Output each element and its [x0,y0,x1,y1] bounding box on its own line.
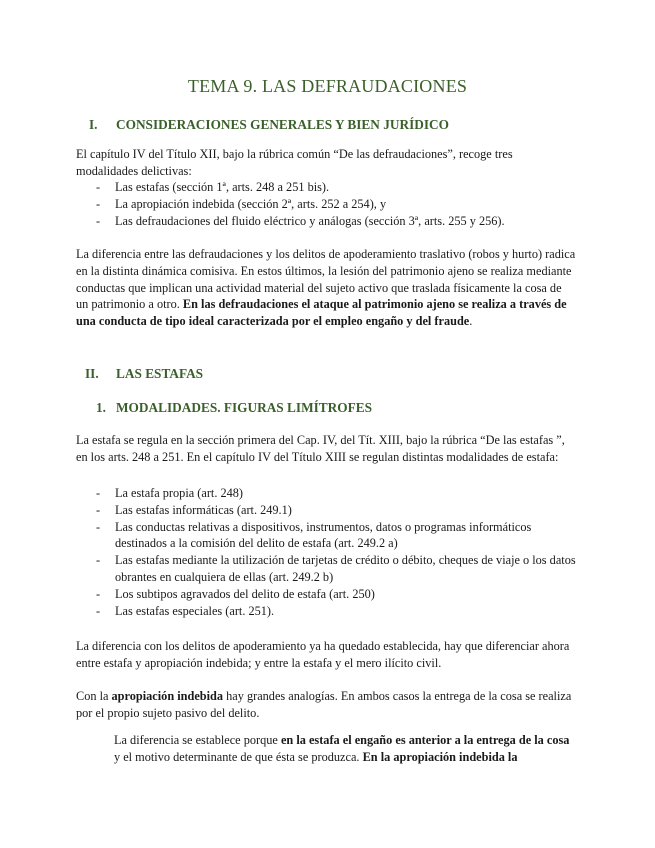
list-item: - Las estafas mediante la utilización de tarjetas de crédito o débito, cheques de viaje o los datos obrantes en cualquiera de ellas (art. 249.2 b) [96,553,576,584]
section-number: I. [89,117,98,132]
subsection-heading-modalidades [96,400,372,416]
bold-emphasis: En las defraudaciones el ataque al patrimonio ajeno se realiza a través de una conducta de tipo ideal caracterizada por el empleo engaño y del fraude [76,297,567,329]
bold-emphasis: en la estafa el engaño es anterior a la entrega de la cosa [280,733,570,747]
section2-apropiacion-paragraph: Con la apropiación indebida hay grandes analogías. En ambos casos la entrega de la cosa se realiza por el propio sujeto pasivo del delito. [76,689,572,720]
list-item: - La estafa propia (art. 248) [96,486,244,500]
section-heading-text: LAS ESTAFAS [116,366,204,381]
section1-modalities-list [76,179,576,229]
bold-emphasis: apropiación indebida [111,689,224,703]
section-heading-estafas [85,366,203,382]
section1-difference-paragraph: La diferencia entre las defraudaciones y los delitos de apoderamiento traslativo (robos y hurto) radica en la distinta dinámica comisiva. En estos últimos, la lesión del patrimonio ajeno se realiza mediante conductas que implican una actividad material del sujeto activo que traslada físicamente la cosa de un patrimonio a otro. En las defraudaciones el ataque al patrimonio ajeno se realiza a través de una conducta de tipo ideal caracterizada por el empleo engaño y del fraude. [76,247,576,329]
list-item: - La apropiación indebida (sección 2ª, arts. 252 a 254), y [96,196,387,211]
list-item: - Las defraudaciones del fluido eléctrico y análogas (sección 3ª, arts. 255 y 256). [96,213,505,228]
list-item: - Las estafas especiales (art. 251). [96,603,275,618]
bold-emphasis: En la apropiación indebida la [362,749,518,764]
section-heading-text: CONSIDERACIONES GENERALES Y BIEN JURÍDICO [116,117,449,132]
list-item: - Las estafas (sección 1ª, arts. 248 a 251 bis). [96,180,330,194]
list-item: - Las conductas relativas a dispositivos, instrumentos, datos o programas informáticos destinados a la comisión del delito de estafa (art. 249.2 a) [96,519,532,551]
list-item: - Las estafas informáticas (art. 249.1) [96,502,292,517]
list-item: - Los subtipos agravados del delito de estafa (art. 250) [96,586,375,601]
document-title: TEMA 9. LAS DEFRAUDACIONES [187,76,468,96]
section-number: II. [85,366,99,381]
section2-intro-paragraph: La estafa se regula en la sección primera del Cap. IV, del Tít. XIII, bajo la rúbrica “De las estafas ”, en los arts. 248 a 251. En el capítulo IV del Título XIII se regulan distintas modalidades de estafa: [76,433,565,464]
section2-indented-paragraph: La diferencia se establece porque en la estafa el engaño es anterior a la entrega de la cosa y el motivo determinante de que ésta se produzca. En la apropiación indebida la [114,733,570,764]
subsection-heading-text: MODALIDADES. FIGURAS LIMÍTROFES [116,400,372,415]
section2-difference-paragraph: La diferencia con los delitos de apoderamiento ya ha quedado establecida, hay que diferenciar ahora entre estafa y apropiación indebida; y entre la estafa y el mero ilícito civil. [76,639,570,670]
section2-estafa-types-list [76,485,576,619]
subsection-number: 1. [96,400,106,415]
section1-intro-paragraph: El capítulo IV del Título XII, bajo la rúbrica común “De las defraudaciones”, recoge tres modalidades delictivas: [76,147,513,178]
section-heading-consideraciones [89,117,449,133]
